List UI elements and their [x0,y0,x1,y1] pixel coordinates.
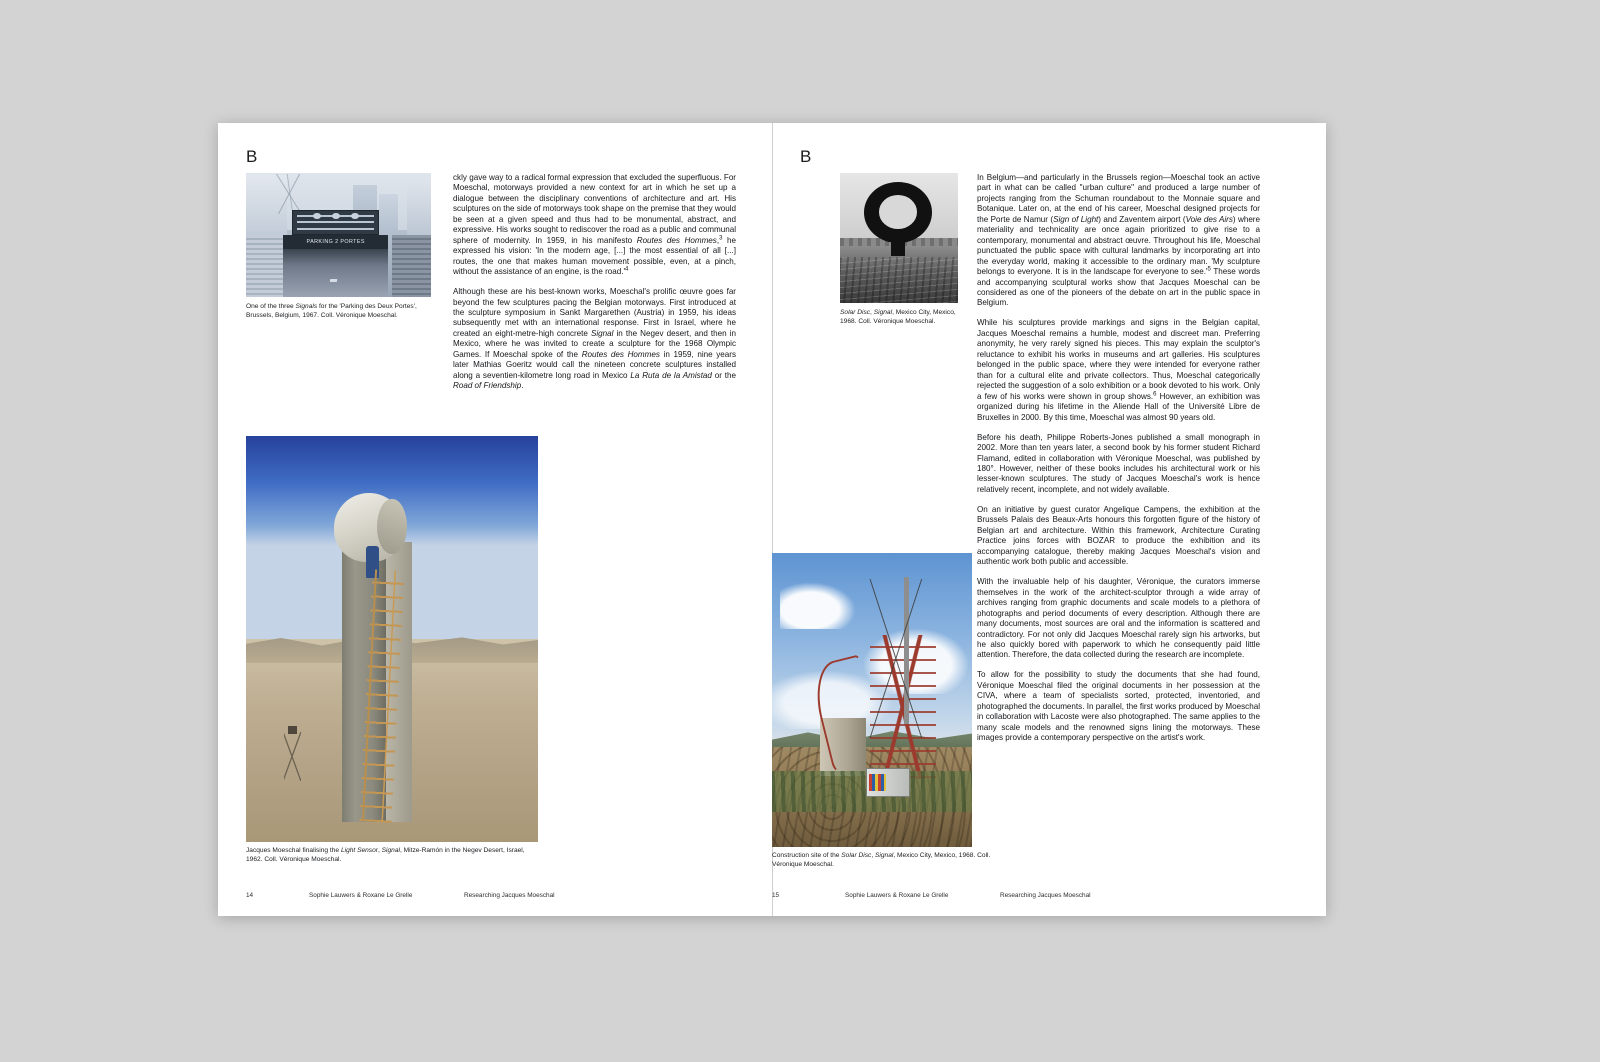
work-title-italic: Voie des Airs [1185,214,1233,224]
paragraph: With the invaluable help of his daughter, Véronique, the curators immerse themselves in the work of the architect-sculptor through a wide array of archives ranging from graphic documents and scale models to a plethora of photographs and period documents of every description. Although there are many documents, most sources are oral and the information is scattered and contradictory. For not only did Jacques Moeschal rarely sign his artworks, but he also quickly bored with paperwork to which he consequently paid little attention. Therefore, the data collected during the research are incomplete. [977,577,1260,660]
footnote-marker: 6 [1153,390,1157,397]
footer-authors: Sophie Lauwers & Roxane Le Grelle [309,892,413,899]
figure-construction-site-photo [772,553,972,847]
figure-negev-light-sensor-photo [246,436,538,842]
figure-parking-caption [246,303,438,320]
photo-parking-ramp [283,249,388,297]
signal-slit [297,228,374,230]
photo-railing-right [392,235,431,297]
work-title-italic: Routes des Hommes [636,235,717,245]
caption-title-italic: Solar Disc [840,309,871,316]
photo-tree-branches [253,174,327,214]
photo-surveying-tripod [284,732,302,781]
figure-solar-disc-photo [840,173,958,303]
left-page [218,123,772,916]
work-title-italic: Routes des Hommes [581,349,660,359]
footer-article-title: Researching Jacques Moeschal [464,892,555,899]
caption-text: Jacques Moeschal finalising the [246,847,341,854]
photo-guy-cables [852,579,940,738]
caption-title-italic: Light Sensor [340,847,378,854]
photo-solar-disc-support [891,235,905,256]
caption-text: for the 'Parking des Deux Portes', [317,303,417,310]
figure-construction-caption: Construction site of the Solar Disc, Signal, Mexico City, Mexico, 1968. Coll. Véronique Moeschal. [772,852,991,868]
caption-credit: , Mexico City, Mexico, 1968. Coll. Véronique Moeschal. [840,309,956,325]
photo-solar-disc-aperture [879,195,917,229]
work-title-italic: Sign of Light [1053,214,1099,224]
right-page [772,123,1326,916]
photo-disc-aperture [377,499,406,554]
work-title-italic: Road of Friendship [453,381,522,391]
photo-building-right [407,180,431,235]
photo-signal-sculpture [292,210,379,235]
signal-aperture [351,213,359,219]
figure-negev-caption: Jacques Moeschal finalising the Light Sensor, Signal, Mitze-Ramón in the Negev Desert, Israel, 1962. Coll. Véronique Moeschal. [246,847,525,863]
photo-olympic-signboard [866,768,910,797]
section-marker-left: B [246,147,258,166]
footnote-marker: 5 [1207,266,1211,273]
book-spread [218,123,1326,916]
page-number: 15 [772,892,780,899]
work-title-italic: La Ruta de la Amistad [630,370,712,380]
footnote-marker: 4 [625,266,629,273]
paragraph: On an initiative by guest curator Angelique Campens, the exhibition at the Brussels Palais des Beaux-Arts honours this forgotten figure of the history of Belgian art and architecture. Within this framework, Architecture Curating Practice joins forces with BOZAR to produce the exhibition and its accompanying catalogue, thereby making Jacques Moeschal's vision and authentic work both public and accessible. [977,504,1260,567]
photo-tower-b [379,194,398,232]
caption-title-italic: Signal [873,309,893,316]
footer-authors: Sophie Lauwers & Roxane Le Grelle [845,892,949,899]
caption-credit: , Mitze-Ramón in the Negev Desert, Israel, 1962. Coll. Véronique Moeschal. [246,847,525,863]
signal-aperture [332,213,340,219]
caption-title-italic: Signal [381,847,400,854]
left-page-body-text [453,173,736,392]
photo-signboard-stripes [869,774,887,791]
photo-railing-left [246,235,285,297]
caption-credit: , Mexico City, Mexico, 1968. Coll. Véronique Moeschal. [772,852,991,868]
paragraph: ckly gave way to a radical formal expression that excluded the superfluous. For Moeschal, motorways provided a new context for art in which he set up a dialogue between the disciplinary conventions of architecture and art. His sculptures on the side of motorways took shape on the premise that they would be seen at a given speed and thus had to be monumental, abstract, and expressive. His works sought to rediscover the road as a public and communal sphere of modernity. In 1959, in his manifesto Routes des Hommes,$^3$ he expressed his vision: 'In the modern age, [...] the most essential of all [...] routes, the one that makes human movement possible, even, at a pinch, without the assistance of an engine, is the $road.'^4$ [453,173,736,277]
parking-sign-text: PARKING 2 PORTES [283,235,388,249]
caption-text: Construction site of the [772,852,842,859]
paragraph: While his sculptures provide markings and signs in the Belgian capital, Jacques Moeschal remains a humble, modest and discreet man. Preferring anonymity, he very rarely signed his pieces. This may explain the sculptor's reluctance to exhibit his works in museums and art galleries. His sculptures belonged in the public space, where they were intended for everyone rather than for a cultural elite and private collectors. Thus, Moeschal categorically rejected the suggestion of a solo exhibition or a book devoted to his work. Only a few of his works were shown in group shows.$^6$ However, an exhibition was organized during his lifetime in the Aliende Hall of the Université Libre de Bruxelles in 2000. By this time, Moeschal was almost 90 years old. [977,318,1261,422]
paragraph: Although these are his best-known works, Moeschal's prolific œuvre goes far beyond the few sculptures pacing the Belgian motorways. First introduced at the sculpture symposium in Sankt Margarethen (Austria) in 1959, his ideas subsequently met with an international response. First in Israel, where he created an eight-metre-high concrete Signal in the Negev desert, and then in Mexico, where he was invited to create a sculpture for the 1968 Olympic Games. If Moeschal spoke of the Routes des Hommes in 1959, nine years later Mathias Goeritz would call the nineteen concrete sculptures installed along a seventien-kilometre long road in Mexico La Ruta de la Amistad or the Road of Friendship. [453,287,736,391]
signal-aperture [313,213,321,219]
figure-parking-deux-portes-photo [246,173,431,297]
photo-cloud [780,582,856,629]
section-marker-right: B [800,147,812,166]
paragraph: To allow for the possibility to study the documents that she had found, Véronique Moeschal filed the original documents in her possession at the CIVA, where a team of specialists sorted, protected, inventoried, and photographed the documents. In parallel, the first works produced by Moeschal in collaboration with Lacoste were also photographed. The same applies to the many scale models and the renowned signs lining the motorways. These images provide a contemporary perspective on the artist's work. [977,670,1260,743]
work-title-italic: Signal [590,328,614,338]
paragraph: In Belgium—and particularly in the Brussels region—Moeschal took an active part in what can be called "urban culture" and produced a large number of projects ranging from the Schuman roundabout to the Monnaie square and Botanique. Later on, at the end of his career, Moeschal designed projects for the Porte de Namur (Sign of Light) and Zaventem airport (Voie des Airs) where materiality and technicality are once again prioritized to give rise to a contemporary, monumental and abstract œuvre. Throughout his life, Moeschal punctuated the public space with cultural landmarks by incorporating art into the everyday world, making it accessible to the ordinary man. 'My sculpture belongs to everyone. It is in the landscape for everyone to $see.'^5$ These words and accompanying sculptural works show that Jacques Moeschal can be considered as one of the pioneers of the debate on art in the public space in Belgium. [977,173,1260,308]
figure-solar-disc-caption: Solar Disc, Signal, Mexico City, Mexico, 1968. Coll. Véronique Moeschal. [840,309,956,325]
right-page-body-text [977,173,1260,744]
page-number: 14 [246,892,254,899]
caption-credit: Brussels, Belgium, 1967. Coll. Véronique Moeschal. [246,311,398,319]
caption-title-italic: Signal [875,852,894,859]
paragraph: Before his death, Philippe Roberts-Jones published a small monograph in 2002. More than ten years later, a second book by his former student Richard Flamand, edited in collaboration with Véronique Moeschal, was published by 180°. However, neither of these books includes his architectural work or his lesser-known sculptures. The study of Jacques Moeschal's work is hence relatively recent, incomplete, and not widely available. [977,432,1260,494]
caption-title-italic: Signals [295,303,318,310]
caption-text: One of the three [246,303,296,310]
footer-article-title: Researching Jacques Moeschal [1000,892,1091,899]
footnote-marker: 3 [719,235,723,242]
signal-slit [297,221,374,223]
caption-title-italic: Solar Disc [841,852,872,859]
